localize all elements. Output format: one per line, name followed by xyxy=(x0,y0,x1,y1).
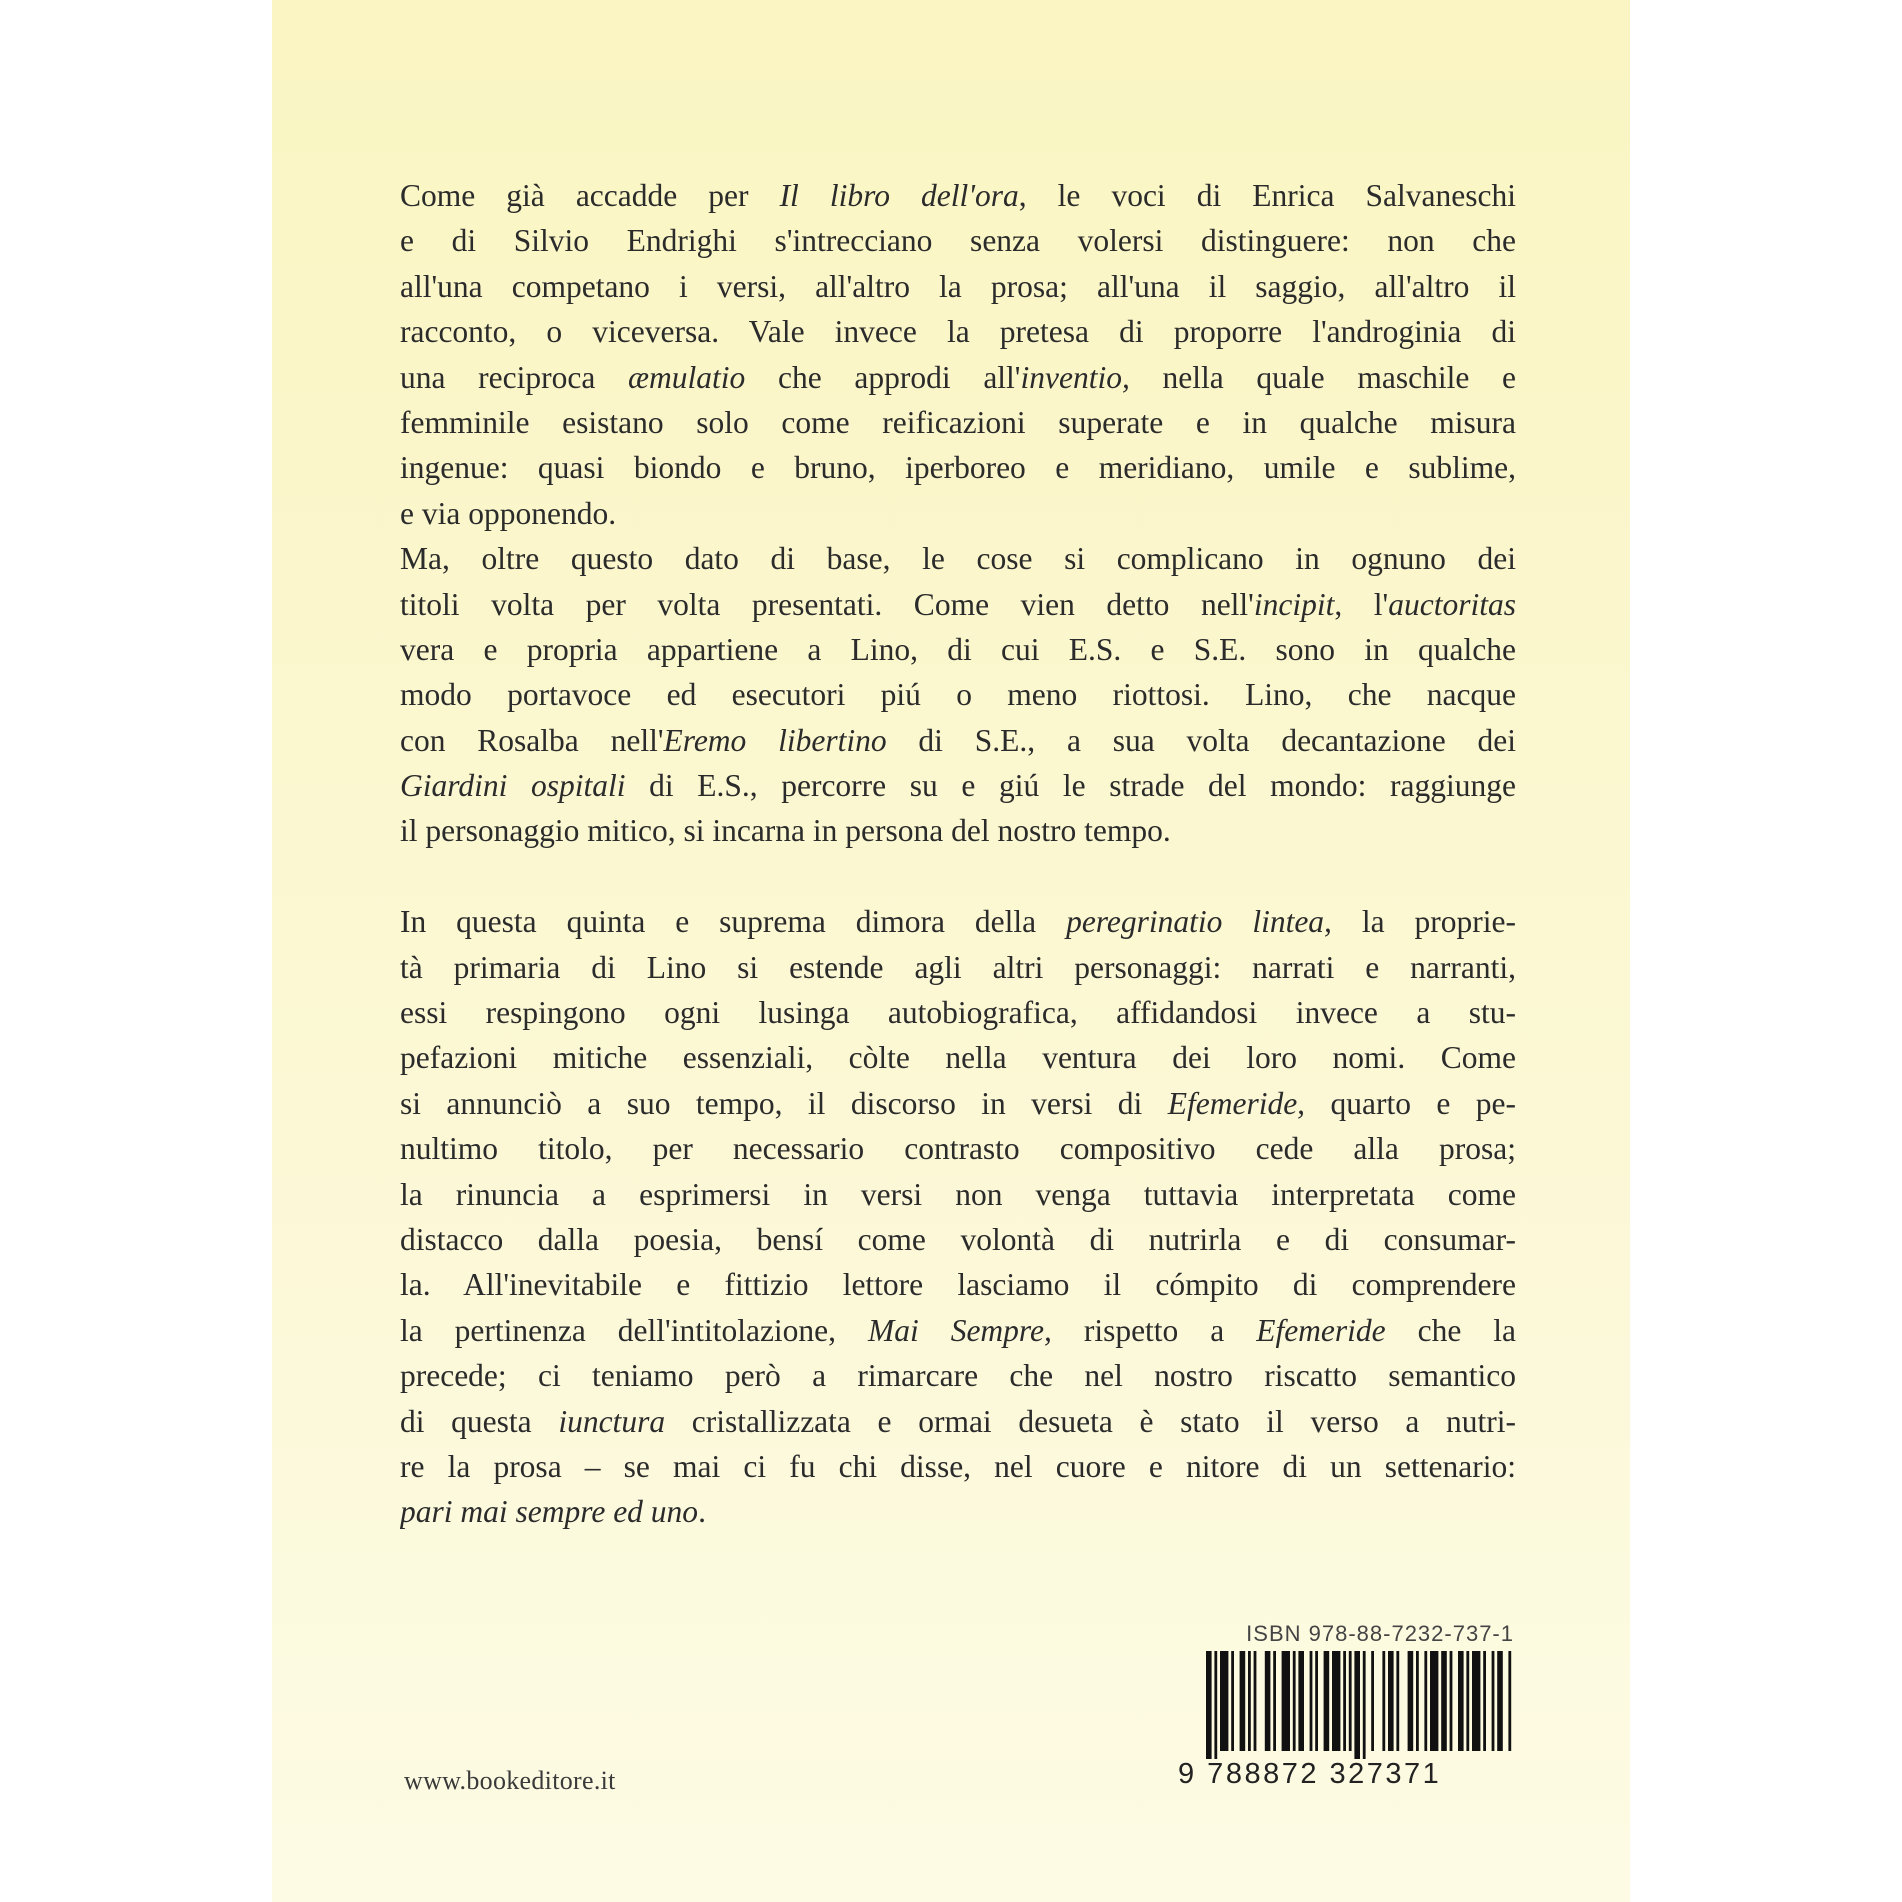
text-segment: di questa xyxy=(400,1403,559,1439)
barcode-bar xyxy=(1231,1651,1234,1751)
barcode-bar xyxy=(1388,1651,1394,1751)
barcode-bar xyxy=(1382,1651,1385,1751)
italic-text: inventio, xyxy=(1020,359,1130,395)
barcode-bar xyxy=(1508,1651,1511,1751)
text-line xyxy=(400,309,1516,354)
text-line xyxy=(400,1489,1516,1534)
text-segment: di E.S., percorre su e giú le strade del mondo: raggiunge xyxy=(625,768,1516,804)
barcode-bar xyxy=(1430,1651,1438,1751)
text-line xyxy=(400,990,1516,1035)
barcode-bar xyxy=(1206,1651,1212,1759)
barcode-bar xyxy=(1240,1651,1246,1751)
barcode-bar xyxy=(1282,1651,1290,1751)
barcode-bar xyxy=(1492,1651,1495,1751)
text-line xyxy=(400,627,1516,672)
barcode-bar xyxy=(1265,1651,1271,1751)
text-segment: la. All'inevitabile e fittizio lettore lasciamo il cómpito di comprendere xyxy=(400,1267,1516,1303)
barcode-bar xyxy=(1371,1651,1374,1751)
italic-text: æmulatio xyxy=(628,359,746,395)
barcode-bar xyxy=(1416,1651,1419,1751)
italic-text: Il libro dell'ora xyxy=(779,178,1019,213)
text-segment: la rinuncia a esprimersi in versi non venga tuttavia interpretata come xyxy=(400,1176,1516,1212)
text-segment: femminile esistano solo come reificazioni superate e in qualche misura xyxy=(400,404,1516,440)
text-segment: quarto e pe- xyxy=(1305,1085,1516,1121)
text-line xyxy=(400,945,1516,990)
barcode-bar xyxy=(1363,1651,1366,1759)
text-line xyxy=(400,400,1516,445)
text-segment: . xyxy=(698,1494,706,1530)
text-line xyxy=(400,173,1516,218)
barcode-bar xyxy=(1298,1651,1304,1751)
text-segment: la proprie- xyxy=(1331,904,1516,940)
text-line xyxy=(400,718,1516,763)
barcode-bar xyxy=(1273,1651,1276,1751)
blurb-text xyxy=(400,173,1516,1535)
text-segment: all'una competano i versi, all'altro la prosa; all'una il saggio, all'altro il xyxy=(400,268,1516,304)
text-segment: ingenue: quasi biondo e bruno, iperboreo e meridiano, umile e sublime, xyxy=(400,450,1516,486)
barcode-bar xyxy=(1254,1651,1257,1751)
text-line xyxy=(400,582,1516,627)
barcode-bar xyxy=(1343,1651,1346,1751)
text-segment: vera e propria appartiene a Lino, di cui E.S. e S.E. sono in qualche xyxy=(400,631,1516,667)
barcode-bar xyxy=(1497,1651,1503,1751)
text-line xyxy=(400,1035,1516,1080)
text-line xyxy=(400,1217,1516,1262)
italic-text: pari mai sempre ed uno xyxy=(400,1494,699,1530)
text-segment: racconto, o viceversa. Vale invece la pretesa di proporre l'androginia di xyxy=(400,314,1516,350)
text-segment: In questa quinta e suprema dimora della xyxy=(400,904,1067,940)
text-line xyxy=(400,1262,1516,1307)
barcode-bar xyxy=(1450,1651,1453,1751)
text-line xyxy=(400,808,1516,853)
text-segment: si annunciò a suo tempo, il discorso in versi di xyxy=(400,1085,1168,1121)
barcode-bar xyxy=(1408,1651,1414,1751)
isbn-barcode-block xyxy=(1178,1621,1514,1790)
text-segment: precede; ci teniamo però a rimarcare che nel nostro riscatto semantico xyxy=(400,1358,1516,1394)
text-segment: Ma, oltre questo dato di base, le cose si complicano in ognuno dei xyxy=(400,541,1516,577)
italic-text: incipit xyxy=(1253,586,1335,622)
text-line xyxy=(400,899,1516,944)
barcode-bar xyxy=(1349,1651,1352,1751)
italic-text: Giardini ospitali xyxy=(400,768,626,804)
italic-text: auctoritas xyxy=(1388,586,1516,622)
paragraph-gap xyxy=(400,854,1516,899)
text-line xyxy=(400,355,1516,400)
text-segment: distacco dalla poesia, bensí come volontà di nutrirla e di consumar- xyxy=(400,1221,1516,1257)
isbn-label: ISBN 978-88-7232-737-1 xyxy=(1246,1621,1514,1646)
barcode-bar xyxy=(1214,1651,1217,1759)
text-segment: e via opponendo. xyxy=(400,495,617,531)
text-segment: il personaggio mitico, si incarna in persona del nostro tempo. xyxy=(400,813,1171,849)
text-segment: con Rosalba nell' xyxy=(400,722,664,758)
text-segment: titoli volta per volta presentati. Come vien detto nell' xyxy=(400,586,1254,622)
text-segment: che la xyxy=(1385,1312,1516,1348)
text-line xyxy=(400,1353,1516,1398)
text-line xyxy=(400,491,1516,536)
text-segment: una reciproca xyxy=(400,359,629,395)
text-line xyxy=(400,1444,1516,1489)
barcode-bar xyxy=(1310,1651,1313,1751)
barcode-bar xyxy=(1472,1651,1480,1751)
barcode-bar xyxy=(1315,1651,1318,1751)
italic-text: Efemeride xyxy=(1256,1312,1386,1348)
text-segment: re la prosa – se mai ci fu chi disse, nel cuore e nitore di un settenario: xyxy=(400,1448,1516,1484)
text-line xyxy=(400,1081,1516,1126)
text-line xyxy=(400,763,1516,808)
publisher-website: www.bookeditore.it xyxy=(404,1766,616,1795)
text-segment: essi respingono ogni lusinga autobiografica, affidandosi invece a stu- xyxy=(400,995,1516,1031)
italic-text: Efemeride, xyxy=(1167,1085,1306,1121)
text-segment: che approdi all' xyxy=(745,359,1021,395)
barcode-bar xyxy=(1483,1651,1486,1751)
text-segment: Come già accadde per xyxy=(400,178,780,213)
barcode-bar xyxy=(1458,1651,1464,1751)
text-segment: tà primaria di Lino si estende agli altri personaggi: narrati e narranti, xyxy=(400,949,1516,985)
text-segment: pefazioni mitiche essenziali, còlte nella ventura dei loro nomi. Come xyxy=(400,1040,1516,1076)
text-segment: , l' xyxy=(1334,586,1389,622)
barcode-bar xyxy=(1332,1651,1340,1751)
text-segment: , le voci di Enrica Salvaneschi xyxy=(1018,178,1516,213)
barcode-bar xyxy=(1424,1651,1427,1751)
text-segment: rispetto a xyxy=(1051,1312,1257,1348)
text-segment: di S.E., a sua volta decantazione dei xyxy=(886,722,1516,758)
barcode-icon xyxy=(1206,1651,1514,1759)
text-line xyxy=(400,672,1516,717)
barcode-digits: 9 788872 327371 xyxy=(1178,1758,1442,1790)
text-segment: nella quale maschile e xyxy=(1129,359,1516,395)
text-line xyxy=(400,1126,1516,1171)
text-segment: la pertinenza dell'intitolazione, xyxy=(400,1312,868,1348)
text-segment: nultimo titolo, per necessario contrasto compositivo cede alla prosa; xyxy=(400,1131,1516,1167)
barcode-bar xyxy=(1324,1651,1330,1751)
italic-text: Eremo libertino xyxy=(663,722,887,758)
text-line xyxy=(400,1399,1516,1444)
text-line xyxy=(400,536,1516,581)
text-line xyxy=(400,445,1516,490)
text-line xyxy=(400,218,1516,263)
barcode-bar xyxy=(1441,1651,1447,1751)
barcode-bar xyxy=(1466,1651,1469,1751)
text-line xyxy=(400,1172,1516,1217)
text-line xyxy=(400,264,1516,309)
barcode-bar xyxy=(1396,1651,1399,1751)
barcode-bar xyxy=(1248,1651,1251,1751)
text-line xyxy=(400,1308,1516,1353)
barcode-bar xyxy=(1220,1651,1228,1751)
text-segment: modo portavoce ed esecutori piú o meno riottosi. Lino, che nacque xyxy=(400,677,1516,713)
text-segment: e di Silvio Endrighi s'intrecciano senza volersi distinguere: non che xyxy=(400,223,1516,259)
italic-text: peregrinatio lintea, xyxy=(1066,904,1332,940)
italic-text: iunctura xyxy=(558,1403,666,1439)
barcode-bar xyxy=(1354,1651,1360,1759)
italic-text: Mai Sempre, xyxy=(868,1312,1052,1348)
barcode-bar xyxy=(1293,1651,1296,1751)
text-segment: cristallizzata e ormai desueta è stato il verso a nutri- xyxy=(665,1403,1516,1439)
